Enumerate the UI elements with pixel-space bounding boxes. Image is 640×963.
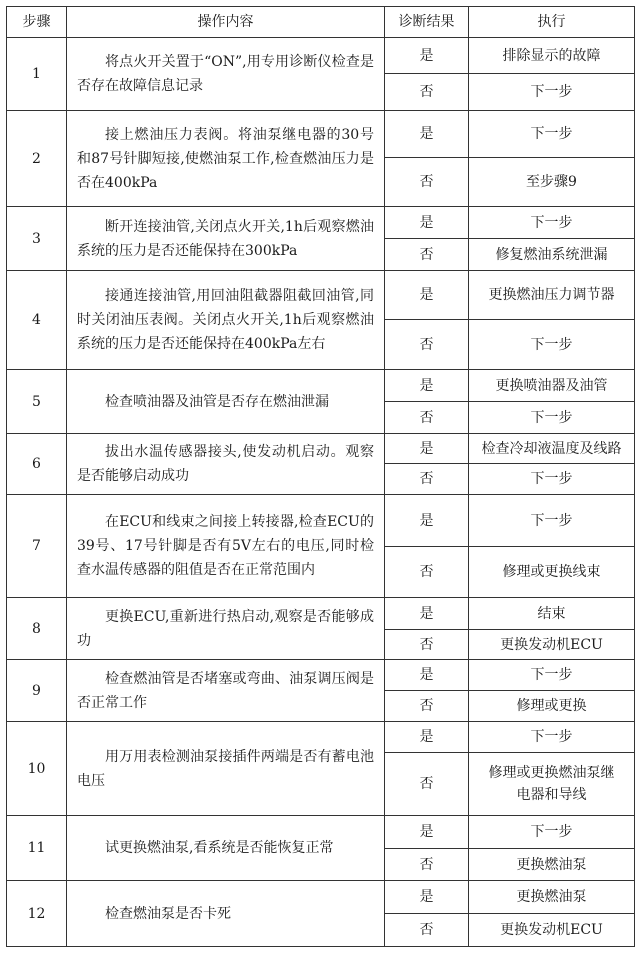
diagnosis-table: [6, 6, 635, 947]
result-cell: 是: [385, 660, 469, 691]
result-cell: 否: [385, 74, 469, 111]
operation-text: 用万用表检测油泵接插件两端是否有蓄电池电压: [67, 722, 385, 816]
action-cell: 更换燃油压力调节器: [469, 271, 635, 320]
result-cell: 是: [385, 38, 469, 74]
table-row: [7, 722, 635, 753]
action-cell: 修复燃油系统泄漏: [469, 239, 635, 271]
operation-text: 拔出水温传感器接头,使发动机启动。观察是否能够启动成功: [67, 434, 385, 495]
result-cell: 否: [385, 753, 469, 816]
step-number: 1: [7, 38, 67, 111]
action-cell: 下一步: [469, 111, 635, 158]
table-row: [7, 434, 635, 464]
result-cell: 否: [385, 239, 469, 271]
result-cell: 是: [385, 271, 469, 320]
result-cell: 是: [385, 434, 469, 464]
result-cell: 是: [385, 722, 469, 753]
operation-text: 检查喷油器及油管是否存在燃油泄漏: [67, 370, 385, 434]
step-number: 9: [7, 660, 67, 722]
result-cell: 否: [385, 158, 469, 207]
step-number: 3: [7, 207, 67, 271]
action-cell: 修理或更换线束: [469, 547, 635, 598]
action-cell: 下一步: [469, 660, 635, 691]
operation-text: 接上燃油压力表阀。将油泵继电器的30号和87号针脚短接,使燃油泵工作,检查燃油压力是否在400kPa: [67, 111, 385, 207]
action-cell: 下一步: [469, 722, 635, 753]
operation-text: 试更换燃油泵,看系统是否能恢复正常: [67, 816, 385, 881]
action-cell: 下一步: [469, 816, 635, 849]
table-row: [7, 111, 635, 158]
step-number: 10: [7, 722, 67, 816]
action-cell: 更换发动机ECU: [469, 914, 635, 947]
result-cell: 是: [385, 111, 469, 158]
result-cell: 否: [385, 914, 469, 947]
table-row: [7, 495, 635, 547]
table-row: [7, 598, 635, 630]
step-number: 8: [7, 598, 67, 660]
action-cell: 更换燃油泵: [469, 849, 635, 881]
table-row: [7, 370, 635, 402]
result-cell: 否: [385, 630, 469, 660]
table-row: [7, 881, 635, 914]
action-cell: 下一步: [469, 320, 635, 370]
result-cell: 否: [385, 320, 469, 370]
step-number: 11: [7, 816, 67, 881]
operation-text: 在ECU和线束之间接上转接器,检查ECU的39号、17号针脚是否有5V左右的电压,同时检查水温传感器的阻值是否在正常范围内: [67, 495, 385, 598]
action-cell: 更换发动机ECU: [469, 630, 635, 660]
table-row: [7, 38, 635, 74]
header-operation: 操作内容: [67, 7, 385, 38]
step-number: 12: [7, 881, 67, 947]
action-cell: 结束: [469, 598, 635, 630]
action-cell: 下一步: [469, 495, 635, 547]
table-row: [7, 207, 635, 239]
result-cell: 否: [385, 849, 469, 881]
operation-text: 将点火开关置于“ON”,用专用诊断仪检查是否存在故障信息记录: [67, 38, 385, 111]
action-cell: 修理或更换: [469, 691, 635, 722]
action-cell: 更换喷油器及油管: [469, 370, 635, 402]
result-cell: 是: [385, 816, 469, 849]
header-action: 执行: [469, 7, 635, 38]
step-number: 7: [7, 495, 67, 598]
action-cell: 修理或更换燃油泵继电器和导线: [469, 753, 635, 816]
header-row: [7, 7, 635, 38]
operation-text: 断开连接油管,关闭点火开关,1h后观察燃油系统的压力是否还能保持在300kPa: [67, 207, 385, 271]
result-cell: 否: [385, 547, 469, 598]
step-number: 5: [7, 370, 67, 434]
table-row: [7, 660, 635, 691]
action-cell: 下一步: [469, 207, 635, 239]
result-cell: 是: [385, 495, 469, 547]
step-number: 2: [7, 111, 67, 207]
action-cell: 下一步: [469, 74, 635, 111]
result-cell: 是: [385, 207, 469, 239]
table-row: [7, 271, 635, 320]
operation-text: 检查燃油泵是否卡死: [67, 881, 385, 947]
operation-text: 更换ECU,重新进行热启动,观察是否能够成功: [67, 598, 385, 660]
operation-text: 接通连接油管,用回油阻截器阻截回油管,同时关闭油压表阀。关闭点火开关,1h后观察燃油系统的压力是否还能保持在400kPa左右: [67, 271, 385, 370]
table-row: [7, 816, 635, 849]
action-cell: 下一步: [469, 464, 635, 495]
result-cell: 是: [385, 370, 469, 402]
step-number: 4: [7, 271, 67, 370]
operation-text: 检查燃油管是否堵塞或弯曲、油泵调压阀是否正常工作: [67, 660, 385, 722]
result-cell: 是: [385, 881, 469, 914]
header-result: 诊断结果: [385, 7, 469, 38]
header-step: 步骤: [7, 7, 67, 38]
action-cell: 排除显示的故障: [469, 38, 635, 74]
result-cell: 否: [385, 402, 469, 434]
action-cell: 下一步: [469, 402, 635, 434]
action-cell: 更换燃油泵: [469, 881, 635, 914]
action-cell: 至步骤9: [469, 158, 635, 207]
result-cell: 否: [385, 464, 469, 495]
result-cell: 是: [385, 598, 469, 630]
result-cell: 否: [385, 691, 469, 722]
step-number: 6: [7, 434, 67, 495]
action-cell: 检查冷却液温度及线路: [469, 434, 635, 464]
